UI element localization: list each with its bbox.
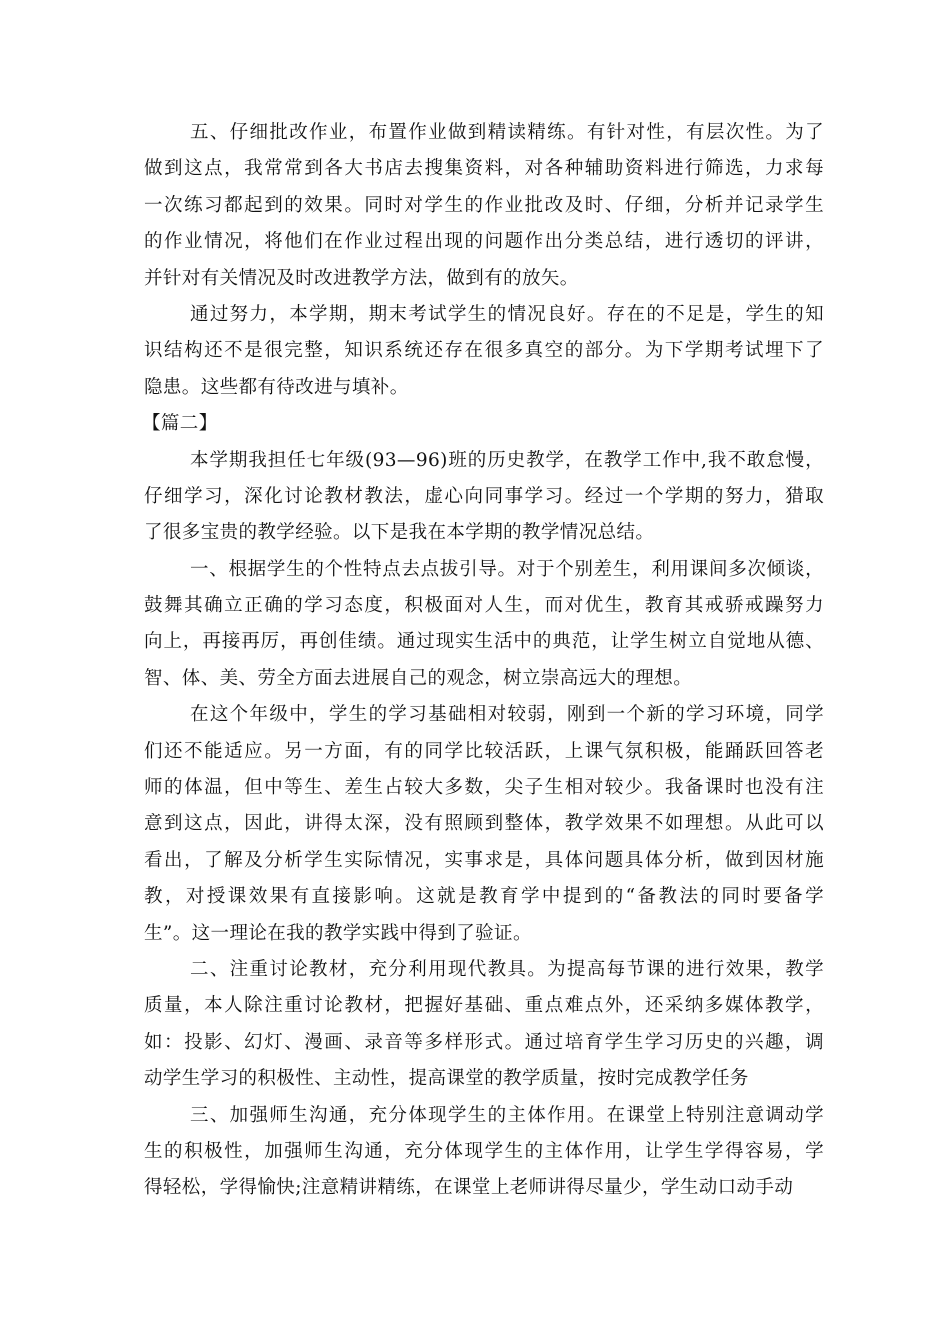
- text-line: 如：投影、幻灯、漫画、录音等多样形式。通过培育学生学习历史的兴趣，调: [144, 1031, 824, 1053]
- text-line: 了很多宝贵的教学经验。以下是我在本学期的教学情况总结。: [144, 522, 655, 544]
- text-line: 识结构还不是很完整，知识系统还存在很多真空的部分。为下学期考试埋下了: [144, 340, 824, 362]
- text-line: 隐患。这些都有待改进与填补。: [144, 376, 409, 398]
- text-line: 师的体温，但中等生、差生占较大多数，尖子生相对较少。我备课时也没有注: [144, 777, 824, 799]
- text-line: 本学期我担任七年级(93—96)班的历史教学，在教学工作中,我不敢怠慢，: [190, 449, 824, 471]
- text-line: 在这个年级中，学生的学习基础相对较弱，刚到一个新的学习环境，同学: [190, 704, 824, 726]
- text-line: 意到这点，因此，讲得太深，没有照顾到整体，教学效果不如理想。从此可以: [144, 813, 824, 835]
- text-line: 们还不能适应。另一方面，有的同学比较活跃，上课气氛积极，能踊跃回答老: [144, 740, 824, 762]
- text-line: 得轻松，学得愉快;注意精讲精练，在课堂上老师讲得尽量少，学生动口动手动: [144, 1177, 794, 1199]
- text-line: 鼓舞其确立正确的学习态度，积极面对人生，而对优生，教育其戒骄戒躁努力: [144, 595, 824, 617]
- text-line: 二、注重讨论教材，充分利用现代教具。为提高每节课的进行效果，教学: [190, 958, 824, 980]
- text-line: 仔细学习，深化讨论教材教法，虚心向同事学习。经过一个学期的努力，猎取: [144, 485, 824, 507]
- section-heading: 【篇二】: [142, 413, 218, 435]
- text-line: 的作业情况，将他们在作业过程出现的问题作出分类总结，进行透切的评讲，: [144, 231, 824, 253]
- text-line: 五、仔细批改作业，布置作业做到精读精练。有针对性，有层次性。为了: [190, 122, 824, 143]
- text-line: 生”。这一理论在我的教学实践中得到了验证。: [144, 922, 532, 944]
- text-line: 并针对有关情况及时改进教学方法，做到有的放矢。: [144, 267, 579, 289]
- text-line: 一、根据学生的个性特点去点拔引导。对于个别差生，利用课间多次倾谈，: [190, 558, 824, 580]
- text-line: 智、体、美、劳全方面去进展自己的观念，树立崇高远大的理想。: [144, 667, 693, 689]
- text-line: 动学生学习的积极性、主动性，提高课堂的教学质量，按时完成教学任务: [144, 1068, 749, 1090]
- text-line: 一次练习都起到的效果。同时对学生的作业批改及时、仔细，分析并记录学生: [144, 194, 824, 216]
- text-line: 做到这点，我常常到各大书店去搜集资料，对各种辅助资料进行筛选，力求每: [144, 158, 824, 180]
- text-line: 教，对授课效果有直接影响。这就是教育学中提到的“备教法的同时要备学: [144, 886, 824, 908]
- text-line: 看出，了解及分析学生实际情况，实事求是，具体问题具体分析，做到因材施: [144, 849, 824, 871]
- text-line: 三、加强师生沟通，充分体现学生的主体作用。在课堂上特别注意调动学: [190, 1104, 824, 1126]
- document-body: [144, 115, 824, 1207]
- text-line: 向上，再接再厉，再创佳绩。通过现实生活中的典范，让学生树立自觉地从德、: [144, 631, 824, 653]
- text-line: 生的积极性，加强师生沟通，充分体现学生的主体作用，让学生学得容易，学: [144, 1140, 824, 1162]
- text-line: 质量，本人除注重讨论教材，把握好基础、重点难点外，还采纳多媒体教学，: [144, 995, 824, 1017]
- text-line: 通过努力，本学期，期末考试学生的情况良好。存在的不足是，学生的知: [190, 303, 824, 325]
